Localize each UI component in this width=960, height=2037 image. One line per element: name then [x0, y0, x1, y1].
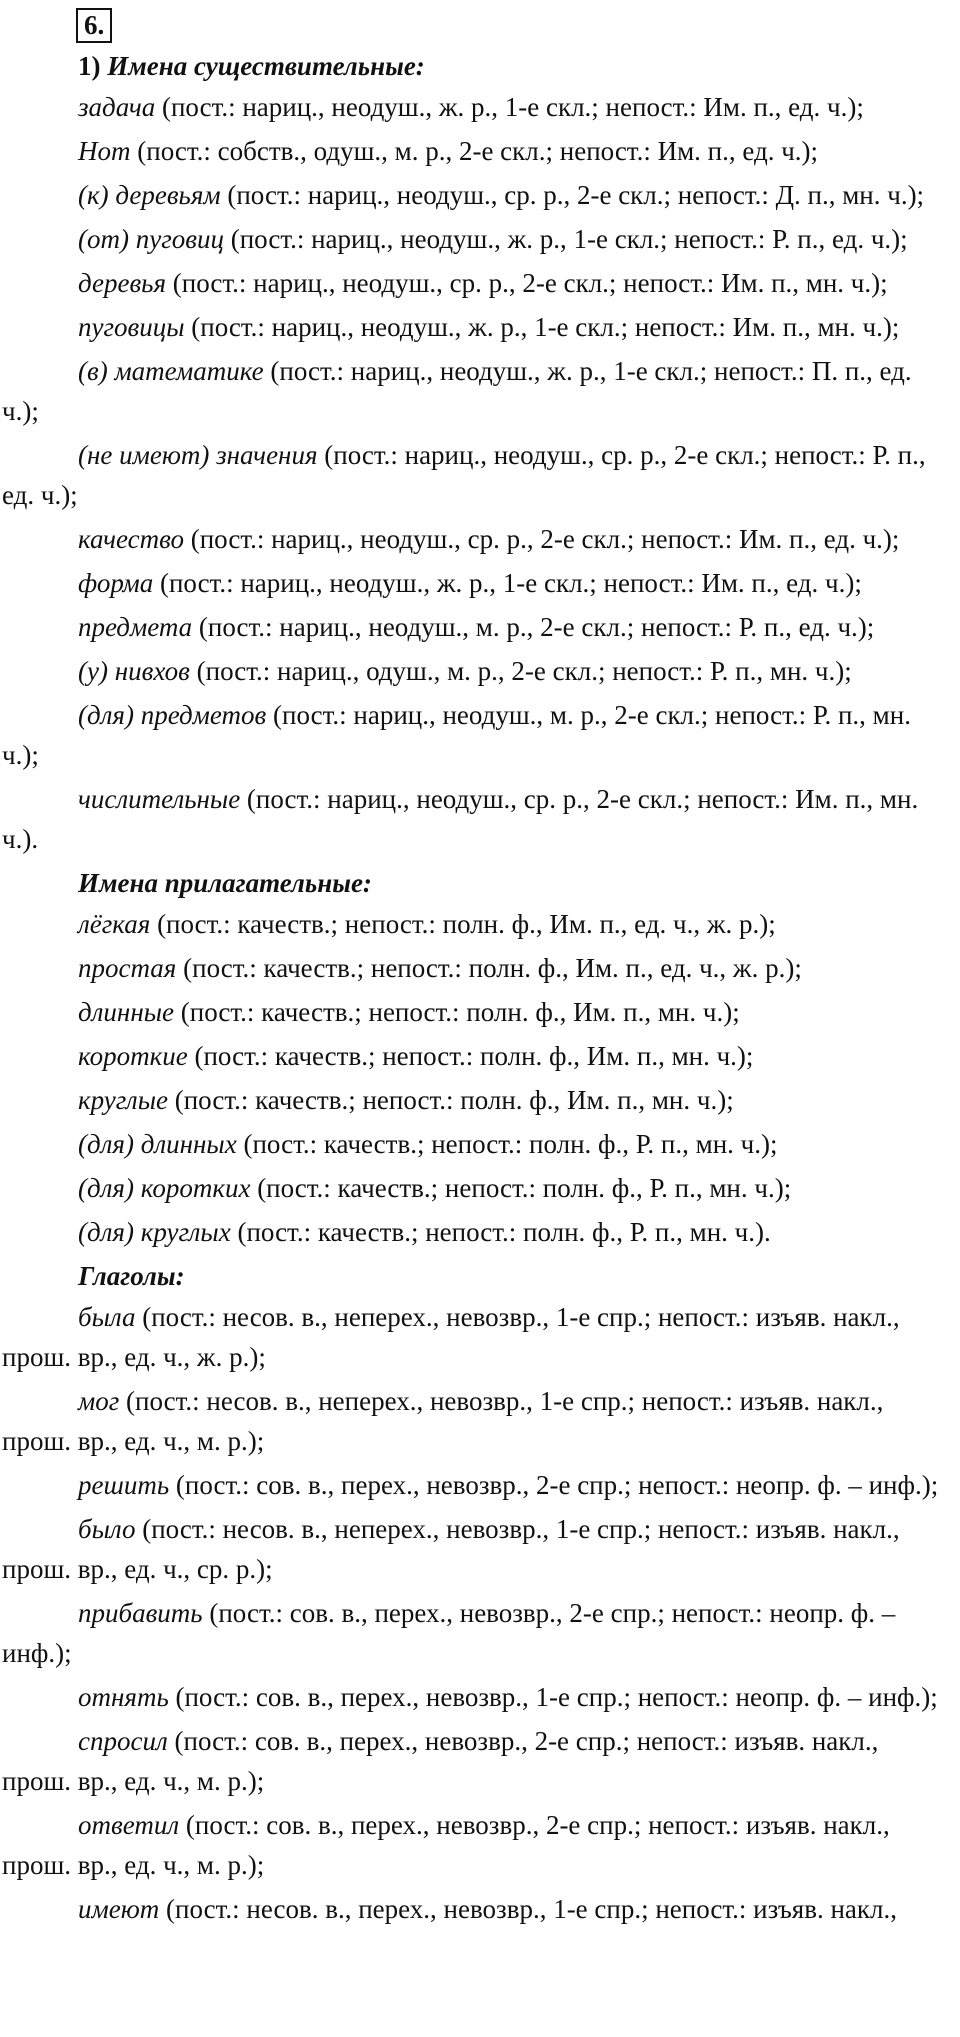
entry [2, 1677, 944, 1717]
section-heading [2, 46, 944, 86]
entry-word: решить [78, 1470, 170, 1500]
entry [2, 435, 944, 515]
entry-description: (пост.: сов. в., перех., невозвр., 2-е спр.; непост.: неопр. ф. – инф.); [2, 1598, 896, 1668]
entry [2, 87, 944, 127]
entry-word: мог [78, 1386, 120, 1416]
entry-word: короткие [78, 1041, 188, 1071]
entry [2, 1721, 944, 1801]
section-1 [2, 863, 944, 1252]
section-heading-title: Имена существительные: [107, 51, 425, 81]
entry-word: лёгкая [78, 909, 151, 939]
entry-description: (пост.: нариц., неодуш., ср. р., 2-е скл.; непост.: Д. п., мн. ч.); [220, 180, 925, 210]
entry [2, 351, 944, 431]
entry [2, 651, 944, 691]
entry-word: была [78, 1302, 136, 1332]
section-heading-title: Глаголы: [78, 1261, 185, 1291]
entry-description: (пост.: качеств.; непост.: полн. ф., Р. п., мн. ч.); [236, 1129, 778, 1159]
entry [2, 1036, 944, 1076]
entry [2, 695, 944, 775]
section-heading [2, 863, 944, 903]
entry-description: (пост.: нариц., неодуш., ж. р., 1-е скл.; непост.: П. п., ед. ч.); [2, 356, 912, 426]
entry [2, 1465, 944, 1505]
entry-description: (пост.: качеств.; непост.: полн. ф., Р. п., мн. ч.). [230, 1217, 771, 1247]
entry-word: форма [78, 568, 154, 598]
entry-description: (пост.: нариц., неодуш., ср. р., 2-е скл.; непост.: Им. п., мн. ч.); [166, 268, 888, 298]
entry-word: длинные [78, 997, 174, 1027]
entry [2, 992, 944, 1032]
entry-description: (пост.: качеств.; непост.: полн. ф., Им. п., мн. ч.); [174, 997, 740, 1027]
entry-word: круглые [78, 1085, 168, 1115]
entry-word: качество [78, 524, 184, 554]
entry [2, 263, 944, 303]
entry-description: (пост.: нариц., неодуш., м. р., 2-е скл.; непост.: Р. п., ед. ч.); [192, 612, 875, 642]
entry-word: числительные [78, 784, 241, 814]
entry [2, 1805, 944, 1885]
entry [2, 948, 944, 988]
entry-description: (пост.: нариц., неодуш., ж. р., 1-е скл.; непост.: Им. п., ед. ч.); [155, 92, 864, 122]
entry-word: (для) круглых [78, 1217, 231, 1247]
entry [2, 607, 944, 647]
entry-word: ответил [78, 1810, 180, 1840]
entry-description: (пост.: нариц., неодуш., ср. р., 2-е скл.; непост.: Р. п., ед. ч.); [2, 440, 926, 510]
entry [2, 904, 944, 944]
entry-description: (пост.: качеств.; непост.: полн. ф., Им. п., ед. ч., ж. р.); [150, 909, 776, 939]
entry-word: спросил [78, 1726, 168, 1756]
entry-word: пуговицы [78, 312, 185, 342]
entry-description: (пост.: несов. в., перех., невозвр., 1-е спр.; непост.: изъяв. накл., [159, 1894, 897, 1924]
entry [2, 1889, 944, 1929]
entry [2, 519, 944, 559]
entry [2, 1381, 944, 1461]
section-0 [2, 46, 944, 859]
section-heading [2, 1256, 944, 1296]
entry [2, 1212, 944, 1252]
entry [2, 1297, 944, 1377]
entry [2, 219, 944, 259]
entry-word: предмета [78, 612, 193, 642]
entry-word: отнять [78, 1682, 169, 1712]
entry [2, 1509, 944, 1589]
entry-description: (пост.: сов. в., перех., невозвр., 2-е спр.; непост.: неопр. ф. – инф.); [169, 1470, 939, 1500]
entry [2, 131, 944, 171]
entry [2, 175, 944, 215]
entry-description: (пост.: нариц., неодуш., ж. р., 1-е скл.; непост.: Им. п., мн. ч.); [184, 312, 900, 342]
entry-word: (у) нивхов [78, 656, 190, 686]
entry-description: (пост.: сов. в., перех., невозвр., 1-е спр.; непост.: неопр. ф. – инф.); [168, 1682, 938, 1712]
entry-word: (для) предметов [78, 700, 267, 730]
entry-description: (пост.: нариц., неодуш., м. р., 2-е скл.; непост.: Р. п., мн. ч.); [2, 700, 911, 770]
entry-word: (к) деревьям [78, 180, 221, 210]
entry-description: (пост.: несов. в., неперех., невозвр., 1-е спр.; непост.: изъяв. накл., прош. вр., ед. ч., м. р.); [2, 1386, 884, 1456]
entry-word: (не имеют) значения [78, 440, 318, 470]
entry-description: (пост.: нариц., неодуш., ср. р., 2-е скл.; непост.: Им. п., ед. ч.); [183, 524, 900, 554]
entry-description: (пост.: качеств.; непост.: полн. ф., Им. п., ед. ч., ж. р.); [176, 953, 802, 983]
entry-word: (в) математике [78, 356, 264, 386]
entry [2, 1124, 944, 1164]
entry-word: деревья [78, 268, 167, 298]
entry-description: (пост.: несов. в., неперех., невозвр., 1-е спр.; непост.: изъяв. накл., прош. вр., ед. ч., ж. р.); [2, 1302, 900, 1372]
entry-word: имеют [78, 1894, 160, 1924]
document-content [2, 46, 944, 1933]
section-2 [2, 1256, 944, 1929]
entry [2, 307, 944, 347]
entry-description: (пост.: нариц., одуш., м. р., 2-е скл.; непост.: Р. п., мн. ч.); [189, 656, 852, 686]
entry-word: Нот [78, 136, 131, 166]
entry-description: (пост.: качеств.; непост.: полн. ф., Им. п., мн. ч.); [167, 1085, 734, 1115]
entry [2, 779, 944, 859]
entry-word: (для) длинных [78, 1129, 237, 1159]
entry-word: задача [78, 92, 156, 122]
entry-description: (пост.: качеств.; непост.: полн. ф., Им. п., мн. ч.); [187, 1041, 754, 1071]
entry-description: (пост.: нариц., неодуш., ж. р., 1-е скл.; непост.: Им. п., ед. ч.); [153, 568, 862, 598]
entry-description: (пост.: нариц., неодуш., ж. р., 1-е скл.; непост.: Р. п., ед. ч.); [223, 224, 908, 254]
entry-description: (пост.: сов. в., перех., невозвр., 2-е спр.; непост.: изъяв. накл., прош. вр., ед. ч., м. р.); [2, 1810, 890, 1880]
entry-description: (пост.: качеств.; непост.: полн. ф., Р. п., мн. ч.); [250, 1173, 792, 1203]
entry [2, 1168, 944, 1208]
entry-description: (пост.: несов. в., неперех., невозвр., 1-е спр.; непост.: изъяв. накл., прош. вр., ед. ч., ср. р.); [2, 1514, 900, 1584]
entry-description: (пост.: сов. в., перех., невозвр., 2-е спр.; непост.: изъяв. накл., прош. вр., ед. ч., м. р.); [2, 1726, 879, 1796]
entry [2, 1080, 944, 1120]
entry-description: (пост.: нариц., неодуш., ср. р., 2-е скл.; непост.: Им. п., мн. ч.). [2, 784, 919, 854]
entry-word: (от) пуговиц [78, 224, 224, 254]
section-heading-title: Имена прилагательные: [78, 868, 372, 898]
exercise-number: 6. [76, 8, 112, 43]
entry [2, 563, 944, 603]
entry-word: прибавить [78, 1598, 203, 1628]
section-heading-number: 1) [78, 51, 108, 81]
entry-word: было [78, 1514, 136, 1544]
entry-description: (пост.: собств., одуш., м. р., 2-е скл.; непост.: Им. п., ед. ч.); [130, 136, 819, 166]
entry-word: простая [78, 953, 177, 983]
entry-word: (для) коротких [78, 1173, 251, 1203]
entry [2, 1593, 944, 1673]
